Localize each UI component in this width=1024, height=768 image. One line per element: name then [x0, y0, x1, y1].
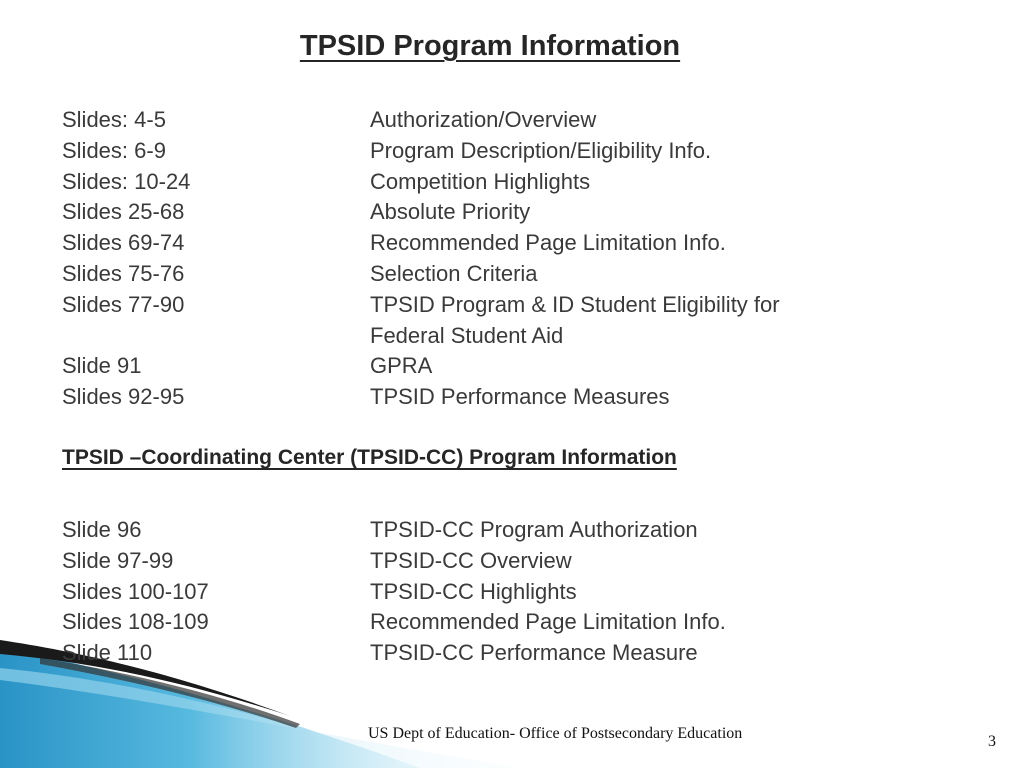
slide-range: Slides 69-74 [62, 230, 185, 256]
list-item [62, 382, 922, 413]
topic-line: Competition Highlights [370, 168, 591, 194]
section-heading: TPSID –Coordinating Center (TPSID-CC) Program Information [62, 446, 677, 469]
topic-line: TPSID Performance Measures [370, 384, 670, 410]
slide-range: Slide 96 [62, 517, 142, 542]
topic-line: Program Description/Eligibility Info. [370, 137, 712, 163]
coordinating-center-slide-list [62, 515, 922, 669]
topic [370, 197, 922, 228]
list-item [62, 515, 922, 546]
page-number: 3 [988, 733, 996, 750]
list-item [62, 259, 922, 290]
topic [370, 228, 922, 259]
topic-line: Recommended Page Limitation Info. [370, 230, 726, 256]
topic [370, 351, 922, 382]
list-item [62, 351, 922, 382]
topic-line: TPSID-CC Program Authorization [370, 517, 698, 542]
program-slide-list [62, 105, 922, 413]
slide-range: Slide 97-99 [62, 547, 174, 573]
slide-range: Slides: 10-24 [62, 168, 191, 194]
list-item [62, 577, 922, 608]
topic [370, 290, 922, 352]
list-item [62, 546, 922, 577]
topic-line: TPSID Program & ID Student Eligibility for [370, 291, 780, 317]
topic-line: Selection Criteria [370, 260, 538, 286]
list-item [62, 290, 922, 352]
slide-range: Slides 25-68 [62, 199, 185, 225]
topic-line: Federal Student Aid [370, 322, 564, 348]
topic-line: TPSID-CC Performance Measure [370, 640, 698, 666]
topic-line: Absolute Priority [370, 199, 531, 225]
topic [370, 638, 922, 669]
topic [370, 607, 922, 638]
topic [370, 136, 922, 167]
slide-range: Slides 108-109 [62, 609, 209, 635]
slide-range: Slides 77-90 [62, 291, 185, 317]
slide-range: Slide 91 [62, 353, 142, 379]
footer-text: US Dept of Education- Office of Postsecondary Education [368, 725, 743, 742]
slide-range: Slide 110 [62, 640, 153, 666]
list-item [62, 197, 922, 228]
list-item [62, 638, 922, 669]
topic [370, 577, 922, 608]
list-item [62, 136, 922, 167]
topic-line: Recommended Page Limitation Info. [370, 609, 726, 635]
slide-range: Slides 92-95 [62, 384, 185, 410]
topic [370, 546, 922, 577]
topic [370, 167, 922, 198]
list-item [62, 167, 922, 198]
slide-range: Slides 100-107 [62, 578, 209, 604]
topic [370, 105, 922, 136]
topic-line: Authorization/Overview [370, 107, 597, 132]
slide-range: Slides: 4-5 [62, 107, 166, 132]
list-item [62, 607, 922, 638]
list-item [62, 105, 922, 136]
slide-range: Slides 75-76 [62, 260, 185, 286]
topic-line: GPRA [370, 353, 433, 379]
slide-title: TPSID Program Information [299, 30, 681, 62]
topic-line: TPSID-CC Overview [370, 547, 572, 573]
topic-line: TPSID-CC Highlights [370, 578, 577, 604]
topic [370, 515, 922, 546]
topic [370, 259, 922, 290]
topic [370, 382, 922, 413]
slide-range: Slides: 6-9 [62, 137, 166, 163]
list-item [62, 228, 922, 259]
